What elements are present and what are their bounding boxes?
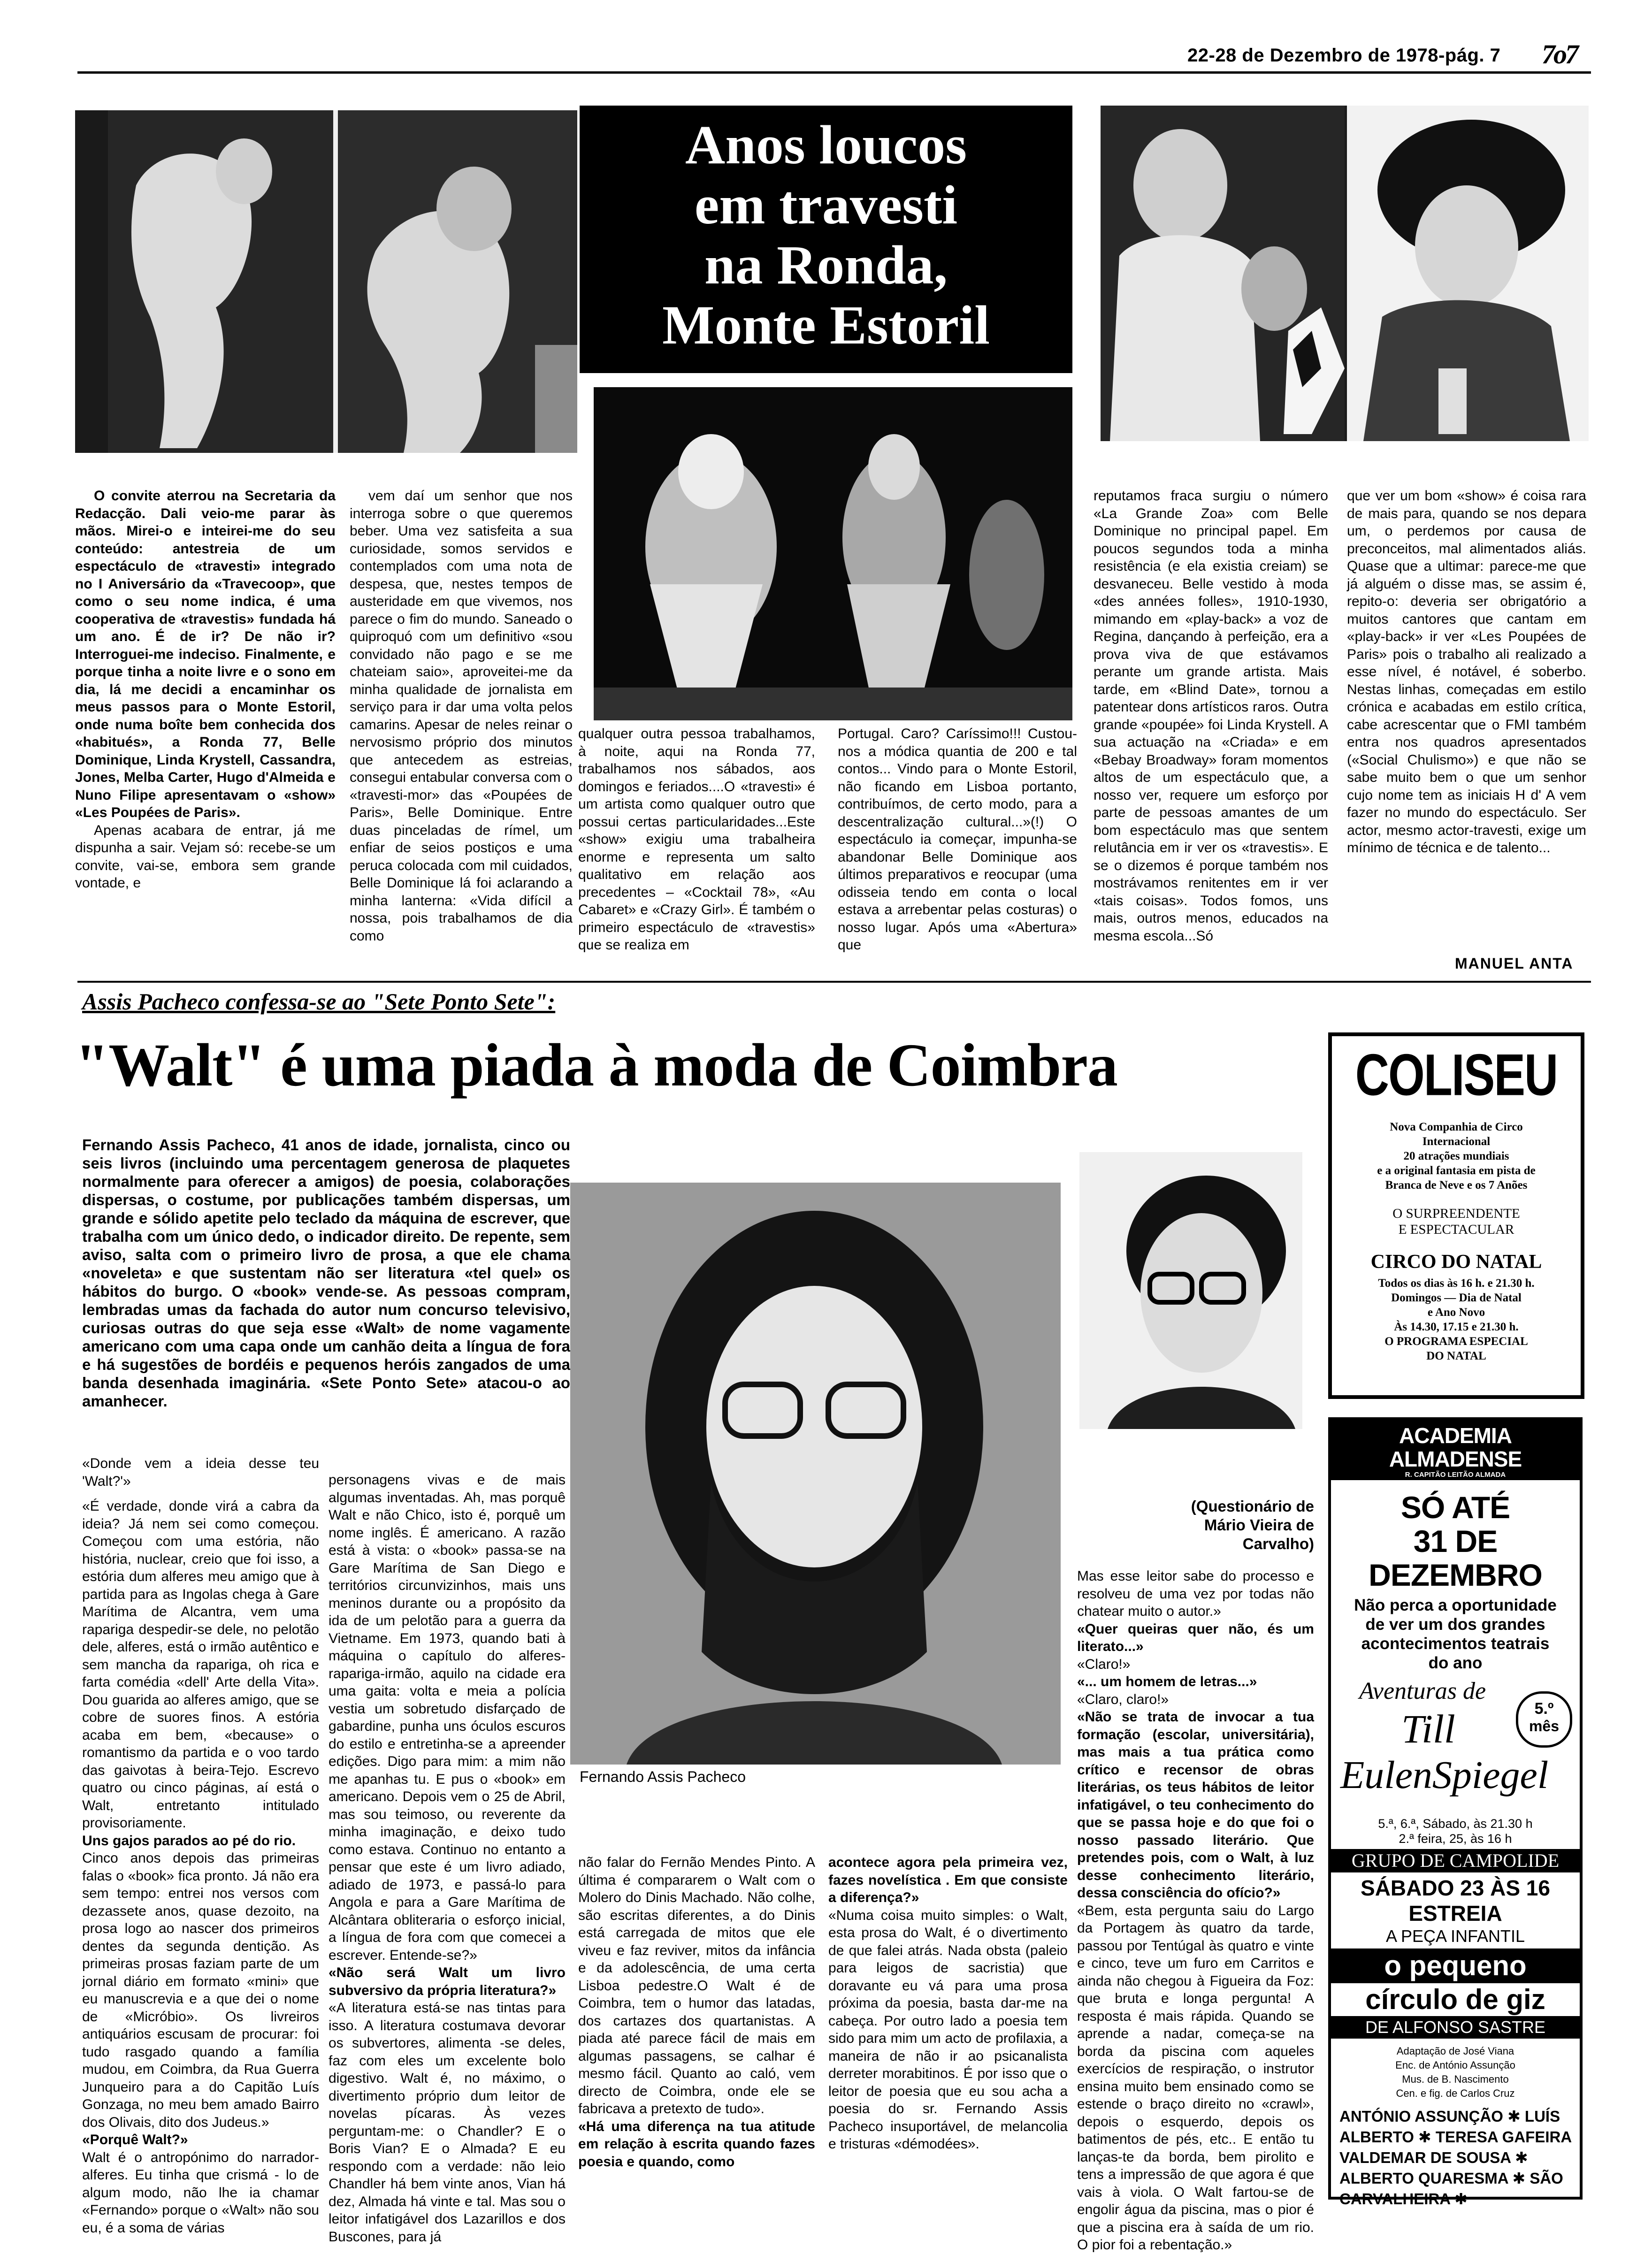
photo-fernando-assis-pacheco [570,1183,1061,1793]
story2-lead: Fernando Assis Pacheco, 41 anos de idade, jornalista, cinco ou seis livros (incluindo uma percentagem generosa de plaquetes normalmente para oferecer a amigos) de poesia, colaborações dispersas, o costume, por publicações também dispersas, um grande e sólido apetite pelo teclado da máquina de escrever, que trabalha com um único dedo, o indicador direito. De repente, sem aviso, salta com o primeiro livro de prosa, a que ele chama «noveleta» e que sustentam não ser literatura «tel quel» os hábitos do burgo. O «book» vende-se. As pessoas compram, lembradas umas da fachada do autor num concurso televisivo, curiosas outras do que seja esse «Walt» de nome vagamente americano com uma capa onde um canhão deita a língua de fora e há sugestões de bordéis e pequenos heróis zangados de uma banda desenhada imaginária. «Sete Ponto Sete» atacou-o ao amanhecer. [82,1136,570,1410]
section-rule [77,981,1591,983]
ad-academia-title: ACADEMIA ALMADENSE R. CAPITÃO LEITÃO ALMADA [1331,1420,1580,1480]
ad-coliseu-event: CIRCO DO NATAL [1370,1251,1542,1273]
story1-column-4 [838,725,1077,976]
story2-column-1: «Donde vem a ideia desse teu 'Walt?'» «É verdade, donde virá a cabra da ideia? Já nem sei como começou. Começou com uma estória, não história, nuclear, creio que foi isso, a estória dum alferes meu amigo que à partida para as Ingolas chega à Gare Marítima de Alcantra, vem uma rapariga despedir-se dele, no pelotão dele, alferes, está o irmão autêntico e sem mancha da rapariga, oh rica e farta comédia «dell' Arte della Vita». Dou guarida ao alferes amigo, que se cobre de suores finos. A estória acaba em bem, «because» o romantismo da partida e o voo tardo das gaivotas à beira-Tejo. Escrevo quatro ou cinco páginas, aí está o Walt, entretanto intitulado provisoriamente. Uns gajos parados ao pé do rio. Cinco anos depois das primeiras falas o «book» fica pronto. Já não era sem tempo: entrei nos versos com dezassete anos, quase dezoito, na prosa logo ao nascer dos primeiros dentes da segunda dentição. As primeiras prosas faziam parte de um jornal diário em formato «mini» que eu manuscrevia e a que dei o nome de «Micróbio». Os livreiros antiquários escusam de procurar: foi tudo rasgado quando a família mudou, em Coimbra, da Rua Guerra Junqueiro para a do Capitão Luís Gonzaga, no meu bem amado Bairro dos Olivais, dito dos Judeus.» «Porquê Walt?» Walt é o antropónimo do narrador-alferes. Eu tinha que crismá - lo de algum modo, não lhe ia chamar «Fernando» porque o «Walt» não sou eu, é a soma de várias [82,1456,319,2236]
story1-headline-line4: Monte Estoril [662,294,990,356]
ad-so-ate: SÓ ATÉ [1400,1490,1510,1525]
story1-column-5 [1094,487,1328,975]
photo-caption: Fernando Assis Pacheco [580,1768,746,1785]
story1-byline: MANUEL ANTA [1455,955,1574,972]
photo-dancers-left [75,110,577,453]
photo-stage-performance [594,387,1072,720]
story1-col1-lead: O convite aterrou na Secretaria da Redacção. Dali veio-me parar às mãos. Mirei-o e inteirei-me do seu conteúdo: antestreia de um espectáculo de «travesti» integrado no I Aniversário da «Travecoop», que como o seu nome indica, é uma cooperativa de «travestis» fundada há um ano. É de ir? De não ir? Interroguei-me indeciso. Finalmente, e porque tinha a noite livre e o sono em dia, lá me decidi a encaminhar os meus passos para o Monte Estoril, onde numa boîte bem conhecida dos «habitués», a Ronda 77, Belle Dominique, Linda Krystell, Cassandra, Jones, Melba Carter, Hugo d'Almeida e Nuno Filipe apresentavam o «show» «Les Poupées de Paris». [75,488,336,820]
photo-dressing-room-right [1101,106,1589,441]
story1-headline-line2: em travesti [694,174,958,236]
ad-31-dezembro: 31 DE DEZEMBRO [1369,1524,1542,1592]
story1-col4-body: Portugal. Caro? Caríssimo!!! Custou-nos a módica quantia de 200 e tal contos... Vindo para o Monte Estoril, não ficando em Lisboa portanto, contribuímos, de certo modo, para a descentralização cultural...»(!) O espectáculo ia começar, impunha-se abandonar Belle Dominique aos últimos preparativos e reocupar (uma odisseia tendo em conta o local estava a arrebentar pelas costuras) o nosso lugar. Após uma «Abertura» que [838,726,1077,953]
dateline: 22-28 de Dezembro de 1978-pág. 7 [1187,45,1501,66]
story2-kicker: Assis Pacheco confessa-se ao "Sete Ponto Sete": [82,988,556,1015]
story1-col1-body: Apenas acabara de entrar, já me dispunha a sair. Vejam só: recebe-se um convite, vai-se, embora sem grande vontade, e [75,822,336,891]
story1-headline-line3: na Ronda, [704,234,948,296]
story1-col2-body: vem daí um senhor que nos interroga sobre o que queremos beber. Uma vez satisfeita a sua curiosidade, somos servidos e contemplados com uma nota de despesa, que, nestes tempos de austeridade em que vivemos, nos parece o fim do mundo. Saneado o quiproquó com um definitivo «sou convidado não pago e se me chateiam saio», aproveitei-me da minha qualidade de jornalista em serviço para ir dar uma volta pelos camarins. Apesar de neles reinar o nervosismo próprio dos minutos que antecedem as estreias, consegui entabular conversa com o «travesti-mor» das «Poupées de Paris», Belle Dominique. Entre duas pinceladas de rímel, um enfiar de seios postiços e uma peruca colocada com mil cuidados, Belle Dominique lá foi aclarando a minha lanterna: «Vida difícil a nossa, pois trabalhamos de dia como [350,488,573,944]
story1-col3-body: qualquer outra pessoa trabalhamos, à noite, aqui na Ronda 77, trabalhamos nos sábados, aos domingos e feriados....O «travesti» é um artista como qualquer outro que possui certas particularidades...Este «show» exigiu uma trabalheira enorme e representa um salto qualitativo em relação aos precedentes – «Cocktail 78», «Au Cabaret» e «Crazy Girl». É também o primeiro espectáculo de «travestis» que se realiza em [578,726,815,953]
header-rule [77,71,1591,74]
story1-column-1 [75,487,336,975]
ad-month-badge: 5.º mês [1516,1691,1572,1748]
photo-interviewer [1079,1152,1302,1429]
story2-column-2: personagens vivas e de mais algumas inventadas. Ah, mas porquê Walt e não Chico, isto é, porquê um nome inglês. É americano. A razão está à vista: o «book» passa-se na Gare Marítima de San Diego e territórios circunvizinhos, mais uns meninos durante ou a propósito da ida de um pelotão para a guerra da Vietname. Em 1973, quando bati à máquina o capítulo do alferes-rapariga-irmão, aquilo na cidade era uma gaita: volta e meia a polícia vestia um sobretudo disfarçado de gabardine, punha uns óculos escuros do estilo e entretinha-se a apreender edições. Digo para mim: a mim não me apanhas tu. E pus o «book» em americano. Depois vem o 25 de Abril, mas sou teimoso, ou reverente da minha imaginação, e deixo tudo como estava. Continuo no entanto a pensar que este é um livro adiado, adiado de 1973, e passá-lo para Angola e para a Gare Marítima de Alcântara obliteraria o esforço inicial, a língua de fora com que comecei a escrever. Entende-se?» «Não será Walt um livro subversivo da própria literatura?» «A literatura está-se nas tintas para isso. A literatura costumava devorar os subvertores, alimenta -se deles, faz com eles um excelente bolo digestivo. Walt é, no máximo, o divertimento próprio dum leitor de novelas pícaras. Às vezes perguntam-me: o Chandler? E o Boris Vian? E o Almada? E eu respondo com a verdade: não leio Chandler há bem vinte anos, Vian há dez, Almada há vinte e tal. Mas sou o leitor infatigável dos Lazarillos e dos Buscones, para já [329,1472,566,2245]
story1-headline-line1: Anos loucos [685,114,967,176]
story2-column-3: não falar do Fernão Mendes Pinto. A última é compararem o Walt com o Molero do Dinis Machado. Não colhe, são escritas diferentes, a do Dinis está carregada de mitos que ele viveu e faz reviver, mitos da infância e da adolescência, de uma certa Lisboa pedestre.O Walt é de Coimbra, tem o humor das latadas, dos cartazes dos quartanistas. A piada até parece fácil de mais em algumas passagens, se calhar é mesmo fácil. Quanto ao caló, vem directo de Coimbra, onde ele se fabricava a pretexto de tudo». «Há uma diferença na tua atitude em relação à escrita quando fazes poesia e quando, como [578,1855,815,2170]
story2-column-4: acontece agora pela primeira vez, fazes novelística . Em que consiste a diferença?» «Numa coisa muito simples: o Walt, esta prosa do Walt, é o divertimento de que falei atrás. Nada obsta (paleio para leigos de sacristia) que doravante eu vá para uma prosa próxima da poesia, basta dar-me na cabeça. Por outro lado a poesia tem sido para mim um acto de profilaxia, a maneira de não ir ao psicanalista derreter morabitinos. É por isso que o leitor de poesia que eu sou acha a poesia do sr. Fernando Assis Pacheco insuportável, de melancolia e tristuras «démodées». [828,1855,1068,2152]
ad-coliseu-title: COLISEU [1355,1042,1558,1108]
story2-headline: "Walt" é uma piada à moda de Coimbra [75,1031,1117,1099]
story2-column-5: Mas esse leitor sabe do processo e resolveu de uma vez por todas não chatear muito o autor.» «Quer queiras quer não, és um literato...» «Claro!» «... um homem de letras...» «Claro, claro!» «Não se trata de invocar a tua formação (escolar, universitária), mas mais a tua prática como crítico e recensor de obras literárias, os teus hábitos de leitor infatigável, o teu conhecimento do que se passa hoje e do que foi o nosso passado literário. Que pretendes pois, com o Walt, à luz desse conhecimento literário, dessa consciência do ofício?» «Bem, esta pergunta saiu do Largo da Portagem às quatro da tarde, passou por Tentúgal às quatro e vinte e cinco, teve um furo em Carritos e ainda não chegou à Figueira da Foz: que bruta e longa pergunta! A resposta é mais rápida. Quando se aprende a nadar, começa-se na borda da piscina com aqueles exercícios de respiração, o instrutor ensina muito bem ensinado como se estende o braço direito no «crawl», depois o esquerdo, depois os batimentos de pés, etc.. E então tu lanças-te da borda, bem pirolito e tens a impressão de que agora é que vais à viola. O Walt fartou-se de engolir água da piscina, mas o pior é que a piscina era à saída de um rio. O pior foi a rebentação.» [1077,1568,1314,2253]
story1-col5-body: reputamos fraca surgiu o número «La Grande Zoa» com Belle Dominique no principal papel. Em poucos segundos toda a minha resistência (e ela existia creiam) se desvaneceu. Belle vestido à moda «des années folles», 1910-1930, mimando em «play-back» a voz de Regina, dançando à perfeição, era a prova viva de que estávamos perante um grande artista. Mais tarde, em «Blind Date», tornou a patentear dons artísticos raros. Outra grande «poupée» foi Linda Krystell. A sua actuação na «Criada» e em «Bebay Broadway» foram momentos altos de um espectáculo que, a nosso ver, requere um esforço por parte de pessoas amantes de um bom espectáculo mas que sentem relutância em ir ver os «travestis». E se o dizemos é porque também nos mostrávamos renitentes em ir ver «tais coisas». Todos fomos, uns mais, outros menos, educados na mesma escola...Só [1094,488,1328,944]
story1-column-2 [350,487,573,975]
ad-piece-title: o pequeno [1384,1950,1527,1981]
interview-credit: (Questionário de Mário Vieira de Carvalho) [1191,1498,1314,1552]
story1-column-3 [578,725,815,976]
story1-column-6 [1347,487,1586,956]
ad-coliseu: COLISEU Nova Companhia de Circo Internacional 20 atrações mundiais e a original fantasia em pista de Branca de Neve e os 7 Anões O SURPREENDENTE E ESPECTACULAR CIRCO DO NATAL Todos os dias às 16 h. e 21.30 h. Domingos — Dia de Natal e Ano Novo Às 14.30, 17.15 e 21.30 h. O PROGRAMA ESPECIAL DO NATAL [1328,1032,1584,1399]
story1-col6-body: que ver um bom «show» é coisa rara de mais para, quando se nos depara um, o perdemos por causa de preconceitos, mal alimentados aliás. Quase que a ultimar: parece-me que já alguém o disse mas, se assim é, repito-o: deveria ser obrigatório a muitos cantores que cantam em «play-back» ir ver «Les Poupées de Paris» pois o trabalho ali realizado a esse nível, é notável, é soberbo. Nestas linhas, começadas em estilo crónica e acabadas em estilo crítica, cabe acrescentar que o FMI também entra nos quadros apresentados («Social Chulismo») e que não se sabe muito bem o que um senhor cujo nome tem as iniciais H d' A vem fazer no mundo do espectáculo. Ser actor, mesmo actor-travesti, exige um mínimo de técnica e de talento... [1347,488,1586,856]
newspaper-logo: 7o7 [1542,39,1577,69]
ad-academia-almadense: ACADEMIA ALMADENSE R. CAPITÃO LEITÃO ALMADA SÓ ATÉ 31 DE DEZEMBRO Não perca a oportunidade de ver um dos grandes acontecimentos teatrais do ano Aventuras de Till EulenSpiegel 5.º mês 5.ª, 6.ª, Sábado, às 21.30 h 2.ª feira, 25, às 16 h GRUPO DE CAMPOLIDE SÁBADO 23 ÀS 16 ESTREIA A PEÇA INFANTIL o pequeno círculo de giz DE ALFONSO SASTRE Adaptação de José Viana Enc. de António Assunção Mus. de B. Nascimento Cen. e fig. de Carlos Cruz ANTÓNIO ASSUNÇÃO ✱ LUÍS ALBERTO ✱ TERESA GAFEIRA VALDEMAR DE SOUSA ✱ ALBERTO QUARESMA ✱ SÃO CARVALHEIRA ✱ [1328,1417,1583,2200]
headline-box [580,106,1072,373]
